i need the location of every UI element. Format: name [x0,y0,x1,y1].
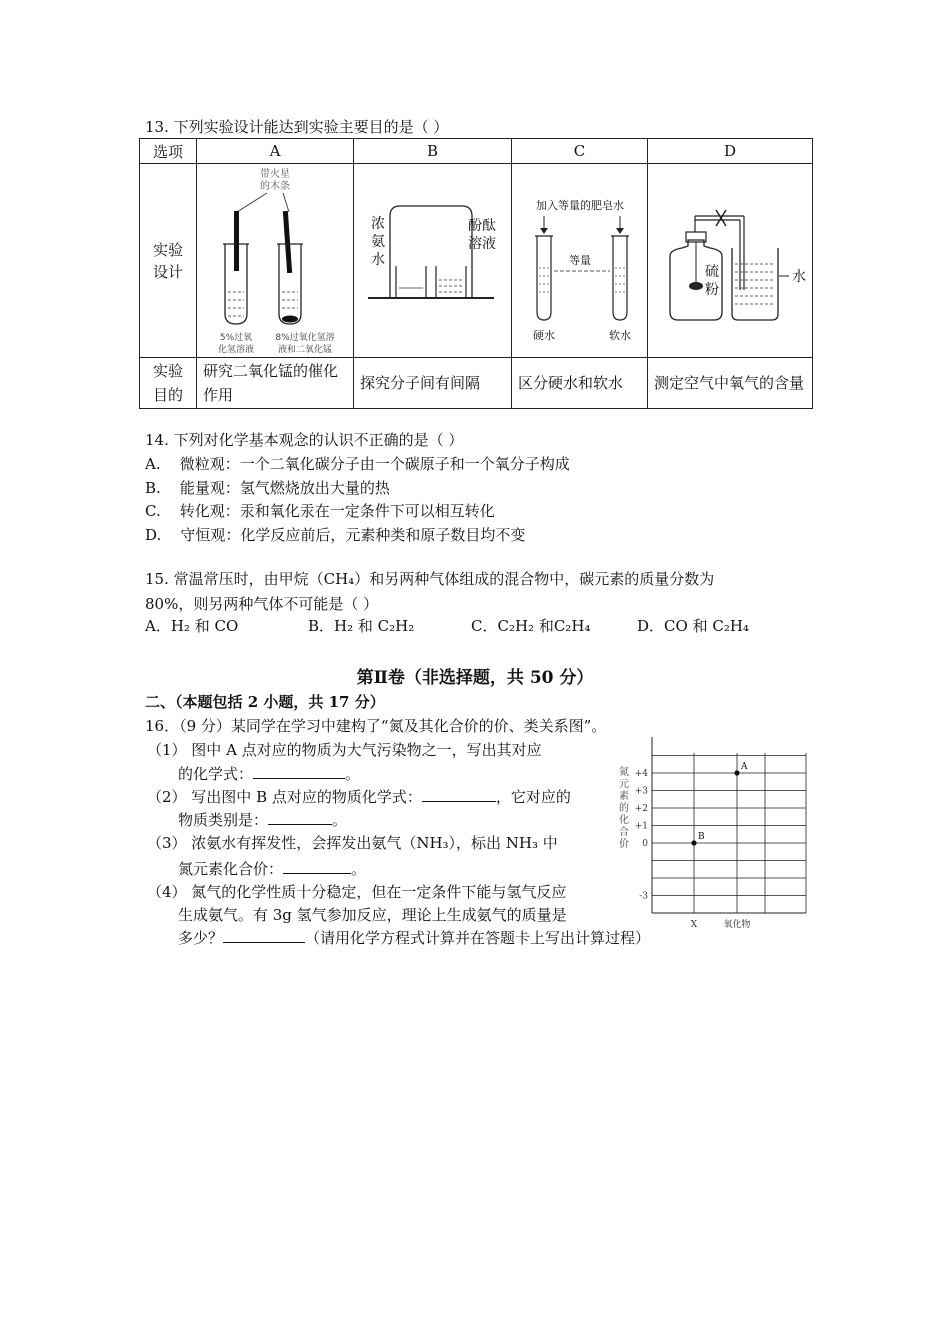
y-axis-label-char: 价 [619,839,629,850]
sulfur-spoon [689,282,703,290]
y-axis-label-char: 化 [619,815,629,826]
y-axis-label-char: 素 [619,791,629,802]
goal-c: 区分硬水和软水 [512,358,648,409]
row-label-line: 实验 [152,362,183,380]
answer-blank[interactable] [422,787,496,802]
q16-text: 。 [345,765,361,783]
q16-text: 多少？ [178,929,224,947]
figure-b [354,164,512,358]
q16-sub4-line1: （4） 氮气的化学性质十分稳定，但在一定条件下能与氢气反应 [147,883,567,901]
q13-header-row [140,139,813,164]
test-tube-soft [613,236,627,320]
row-label-line: 目的 [152,386,183,404]
q16-sub1-line1: （1） 图中 A 点对应的物质为大气污染物之一，写出其对应 [147,741,542,759]
q16-stem: 16．（9 分）某同学在学习中建构了“氮及其化合价的价、类关系图”。 [145,717,607,735]
goal-b: 探究分子间有间隔 [354,358,512,409]
fig-a-top-label: 的木条 [260,181,290,192]
fig-c-mid-label: 等量 [569,254,591,267]
fig-c-left-label: 硬水 [533,329,555,342]
pointer-line [283,193,289,212]
wood-splint [234,211,239,271]
fig-a-right-label: 液和二氧化锰 [277,345,333,355]
q14-option-d [145,524,525,545]
figure-c-drawing [512,164,648,357]
fig-a-right-label: 8%过氧化氢溶 [275,333,335,343]
row-label-line: 实验 [152,240,183,259]
figure-b-drawing [354,164,512,357]
q14-stem: 14. 下列对化学基本观念的认识不正确的是（ ） [145,431,464,449]
option-key: D. [145,526,162,544]
answer-blank[interactable] [283,859,351,874]
fig-a-left-label: 5%过氧 [219,333,253,343]
y-axis-label-char: 合 [619,827,629,838]
q16-text: 氮元素化合价： [178,860,284,878]
clamp-icon [716,210,726,226]
test-tube-hard [537,236,551,320]
q15-stem-line1: 15. 常温常压时，由甲烷（CH₄）和另两种气体组成的混合物中，碳元素的质量分数为 [145,570,715,588]
data-point-a [734,770,739,775]
q13-header-cell: 选项 [140,139,197,164]
beaker-left [396,266,426,298]
fig-b-right-label: 酚酞 [468,218,496,234]
q13-goal-row [140,358,813,409]
q16-text: （2） 写出图中 B 点对应的物质化学式： [147,788,422,806]
q13-table [139,138,813,409]
option-text: 能量观：氢气燃烧放出大量的热 [179,479,390,497]
q16-text: （请用化学方程式计算并在答题卡上写出计算过程） [305,929,651,947]
fig-a-top-label: 带火星 [260,169,290,180]
q14-option-c [145,500,495,521]
row-label-line: 设计 [152,262,183,281]
section-part-heading: 二、（本题包括 2 小题，共 17 分） [145,693,385,711]
q16-sub3-line1: （3） 浓氨水有挥发性，会挥发出氨气（NH₃），标出 NH₃ 中 [147,834,558,852]
q13-header-cell: D [648,139,813,164]
data-point-b [691,840,696,845]
y-tick-label: 0 [642,839,648,849]
q16-text: 的化学式： [178,765,254,783]
fig-d-powder-label: 粉 [705,282,719,298]
figure-d-drawing [648,164,813,357]
data-point-label: A [741,762,748,772]
q16-sub2-line1 [147,786,571,807]
x-tick-label: X [690,920,698,930]
chart-points [691,762,748,846]
y-tick-label: +4 [634,769,648,779]
x-tick-label: 氧化物 [723,920,751,930]
fig-b-right-label: 溶液 [468,236,496,252]
q16-sub2-line2 [178,809,347,830]
chart-ylabel [619,765,629,850]
y-axis-label-char: 氮 [619,767,629,778]
q16-text: 。 [332,811,348,829]
section-title: 第Ⅱ卷（非选择题，共 50 分） [356,668,594,688]
figure-d [648,164,813,358]
valence-chart [610,735,810,935]
answer-blank[interactable] [223,928,305,943]
y-tick-label: +3 [634,786,648,797]
fig-d-water-label: 水 [792,269,806,285]
y-axis-label-char: 的 [619,803,629,814]
fig-d-powder-label: 硫 [705,264,719,280]
q13-design-row [140,164,813,358]
chart-grid [652,737,806,913]
pointer-line [237,193,267,212]
option-text: 转化观：汞和氧化汞在一定条件下可以相互转化 [179,502,495,520]
q15-option-b: B．H₂ 和 C₂H₂ [308,617,415,635]
option-key: A. [145,455,161,473]
y-tick-label: +2 [634,804,648,814]
option-text: 守恒观：化学反应前后，元素种类和原子数目均不变 [180,526,526,544]
q15-stem-line2: 80%，则另两种气体不可能是（ ） [145,595,379,613]
wood-splint [283,211,292,273]
option-key: C. [145,502,161,520]
q13-stem: 13. 下列实验设计能达到实验主要目的是（ ） [145,118,449,136]
q14-option-b [145,477,390,498]
figure-a [197,164,354,358]
q13-header-cell: C [512,139,648,164]
q16-text: ，它对应的 [495,788,571,806]
arrow-head [616,228,624,234]
arrow-head [540,228,548,234]
q16-sub3-line2 [178,858,366,879]
fig-b-left-label: 氨 [371,234,385,250]
answer-blank[interactable] [253,764,345,779]
q16-sub4-line3 [178,927,650,948]
q15-option-d: D．CO 和 C₂H₄ [637,617,749,635]
y-axis-label-char: 元 [619,779,629,790]
row-label-design [140,164,197,358]
fig-b-left-label: 水 [371,252,385,268]
q13-header-cell: B [354,139,512,164]
fig-c-right-label: 软水 [609,329,631,342]
fig-b-left-label: 浓 [371,216,385,232]
figure-a-drawing [197,164,354,357]
q16-text: 物质类别是： [178,811,269,829]
figure-c [512,164,648,358]
data-point-label: B [698,832,705,842]
answer-blank[interactable] [268,810,332,825]
q16-sub1-line2 [178,763,360,784]
fig-c-top-label: 加入等量的肥皂水 [536,199,624,212]
water-beaker [732,248,778,320]
q13-header-cell: A [197,139,354,164]
goal-d: 测定空气中氧气的含量 [648,358,813,409]
option-key: B. [145,479,161,497]
option-text: 微粒观：一个二氧化碳分子由一个碳原子和一个氧分子构成 [179,455,570,473]
row-label-goal [140,358,197,409]
y-tick-label: +1 [634,821,648,832]
beaker-right [436,266,466,298]
fig-a-left-label: 化氢溶液 [217,345,255,355]
y-tick-label: -3 [639,891,648,902]
q16-sub4-line2: 生成氨气。有 3g 氢气参加反应，理论上生成氨气的质量是 [178,906,567,924]
q14-option-a [145,453,570,474]
bell-jar [390,206,472,298]
goal-a: 研究二氧化锰的催化作用 [197,358,354,409]
q15-option-c: C．C₂H₂ 和C₂H₄ [471,617,591,635]
q16-text: 。 [351,860,367,878]
q15-option-a: A．H₂ 和 CO [145,617,239,635]
manganese-dioxide [282,316,298,323]
